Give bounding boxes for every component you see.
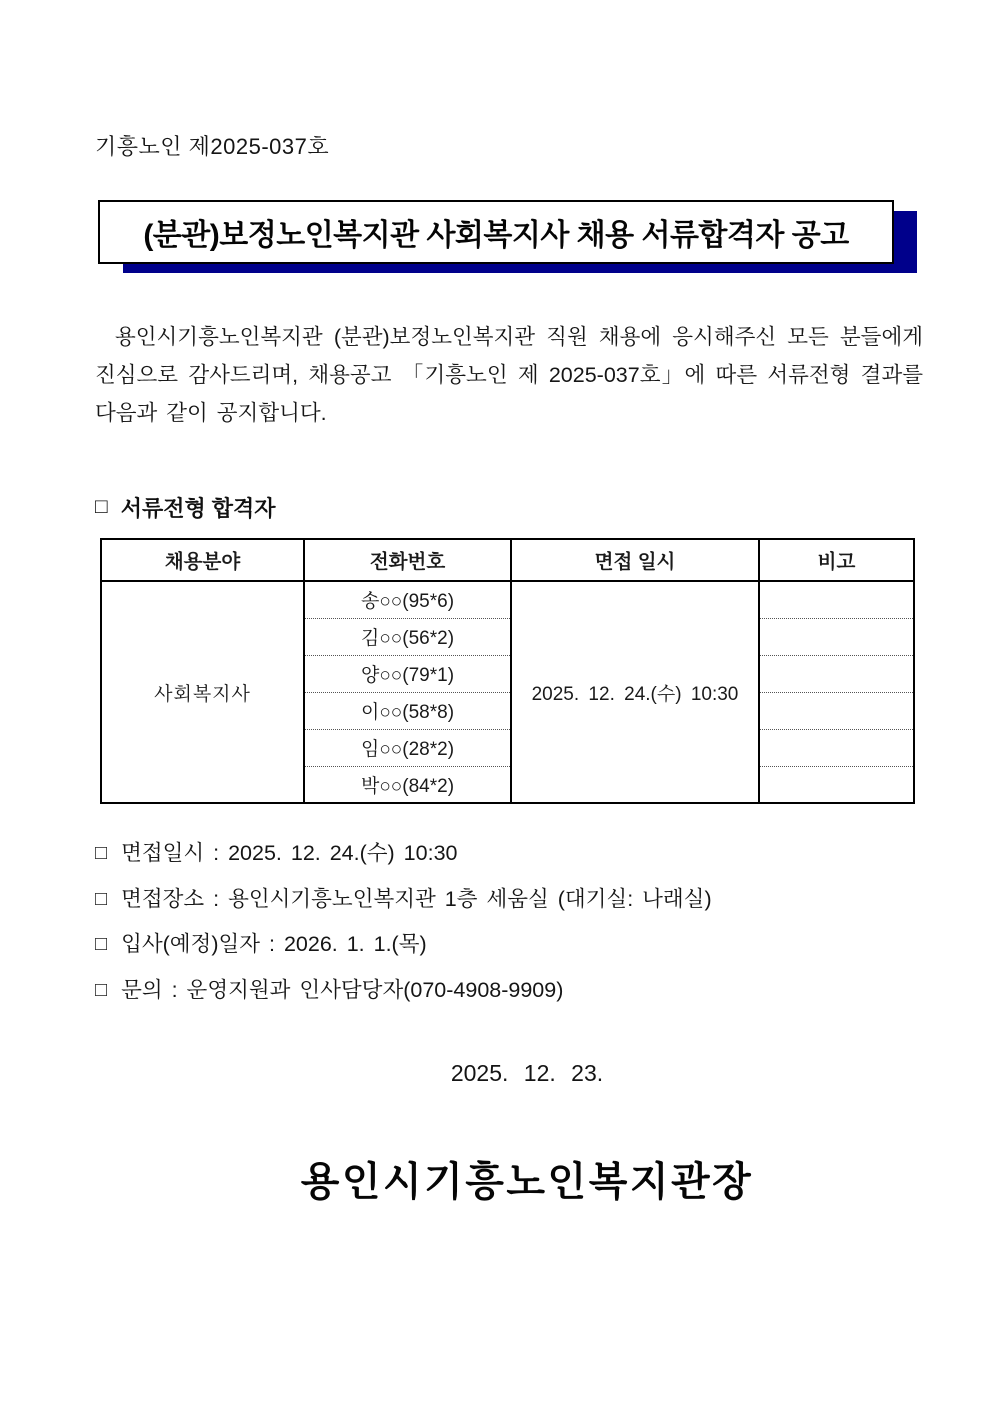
detail-text: 문의 : 운영지원과 인사담당자(070-4908-9909) — [121, 977, 564, 1002]
applicant-cell: 송○○(95*6) — [304, 581, 511, 618]
col-header-interview: 면접 일시 — [511, 539, 759, 581]
note-cell — [759, 766, 914, 803]
signature-title: 용인시기흥노인복지관장 — [300, 1160, 754, 1204]
square-bullet-icon: □ — [95, 933, 108, 955]
applicant-cell: 박○○(84*2) — [304, 766, 511, 803]
list-item-interview-place — [95, 887, 712, 911]
field-cell: 사회복지사 — [101, 581, 304, 803]
list-item-start-date — [95, 932, 712, 956]
document-number: 기흥노인 제2025-037호 — [95, 134, 330, 159]
detail-text: 면접일시 : 2025. 12. 24.(수) 10:30 — [121, 841, 458, 865]
screening-pass-table — [100, 538, 915, 804]
note-cell — [759, 581, 914, 618]
square-bullet-icon: □ — [95, 887, 108, 910]
detail-list — [95, 841, 712, 1023]
section-heading — [95, 492, 276, 523]
intro-paragraph: 용인시기흥노인복지관 (분관)보정노인복지관 직원 채용에 응시해주신 모든 분들에게 진심으로 감사드리며, 채용공고 「기흥노인 제 2025-037호」에 따른 서류전형 결과를 다음과 같이 공지합니다. — [95, 325, 923, 425]
list-item-contact — [95, 978, 712, 1002]
detail-text: 면접장소 : 용인시기흥노인복지관 1층 세움실 (대기실: 나래실) — [121, 886, 712, 911]
list-item-interview-datetime — [95, 841, 712, 865]
col-header-field: 채용분야 — [101, 539, 304, 581]
page-title: (분관)보정노인복지관 사회복지사 채용 서류합격자 공고 — [98, 200, 894, 264]
section-heading-label: 서류전형 합격자 — [120, 496, 276, 521]
note-cell — [759, 618, 914, 655]
square-bullet-icon: □ — [95, 978, 108, 1001]
note-cell — [759, 729, 914, 766]
detail-text: 입사(예정)일자 : 2026. 1. 1.(목) — [121, 932, 427, 956]
table-row — [101, 581, 914, 618]
square-bullet-icon: □ — [95, 842, 108, 864]
table-header-row — [101, 539, 914, 581]
applicant-cell: 김○○(56*2) — [304, 618, 511, 655]
title-banner — [98, 200, 943, 280]
announcement-date: 2025. 12. 23. — [450, 1060, 604, 1086]
applicant-cell: 양○○(79*1) — [304, 655, 511, 692]
interview-datetime-cell: 2025. 12. 24.(수) 10:30 — [511, 581, 759, 803]
note-cell — [759, 692, 914, 729]
applicant-cell: 이○○(58*8) — [304, 692, 511, 729]
applicant-cell: 임○○(28*2) — [304, 729, 511, 766]
square-bullet-icon: □ — [95, 494, 108, 518]
pass-table-container — [100, 538, 915, 804]
note-cell — [759, 655, 914, 692]
col-header-note: 비고 — [759, 539, 914, 581]
col-header-phone: 전화번호 — [304, 539, 511, 581]
